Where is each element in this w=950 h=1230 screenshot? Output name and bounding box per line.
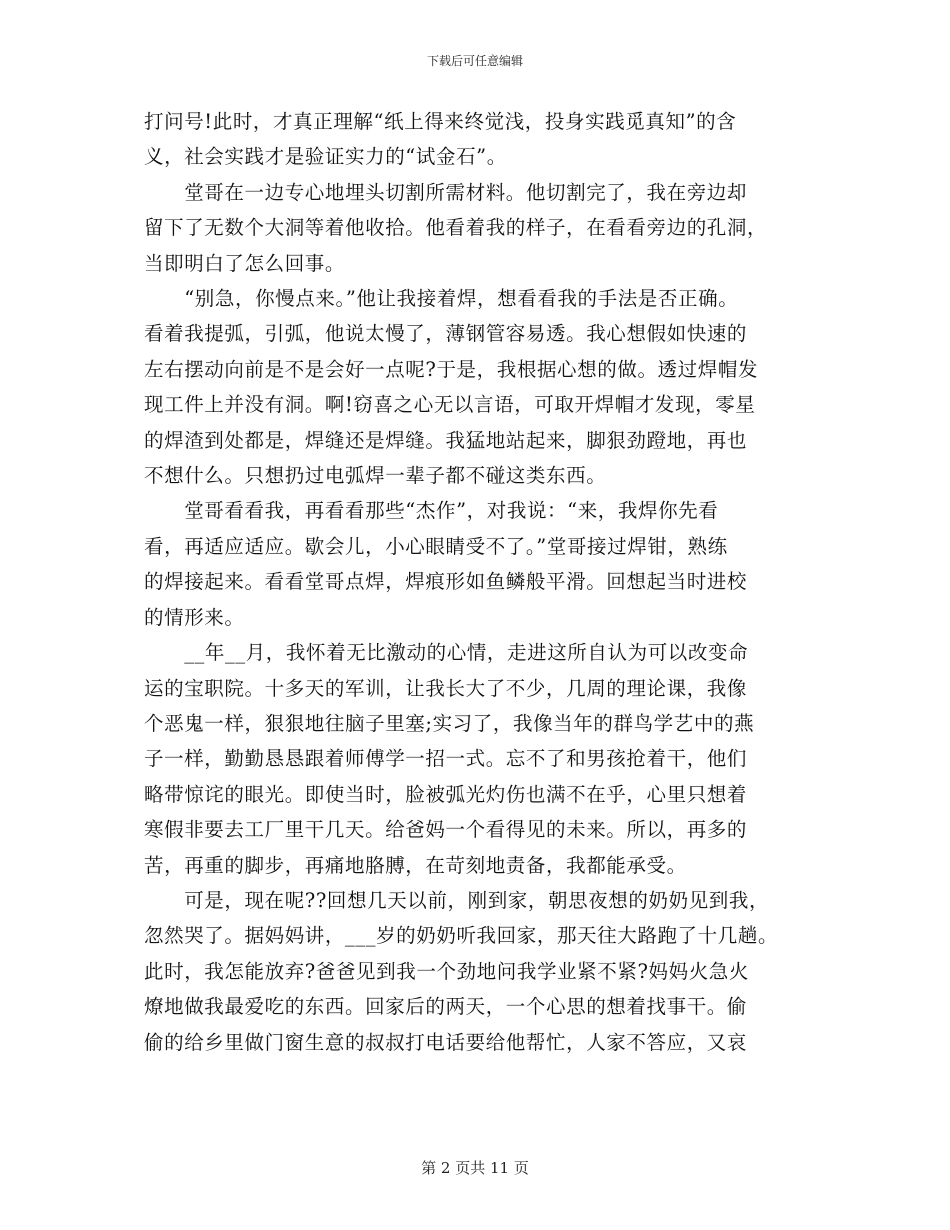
text-line: 看着我提弧，引弧，他说太慢了，薄钢管容易透。我心想假如快速的 bbox=[144, 322, 748, 346]
text-line: 子一样，勤勤恳恳跟着师傅学一招一式。忘不了和男孩抢着干，他们 bbox=[144, 747, 748, 771]
text-line: 此时，我怎能放弃?爸爸见到我一个劲地问我学业紧不紧?妈妈火急火 bbox=[144, 959, 750, 983]
text-line: 堂哥在一边专心地埋头切割所需材料。他切割完了，我在旁边却 bbox=[144, 180, 748, 204]
text-line: 偷的给乡里做门窗生意的叔叔打电话要给他帮忙，人家不答应，又哀 bbox=[144, 1030, 748, 1054]
text-line: 留下了无数个大洞等着他收拾。他看着我的样子，在看看旁边的孔洞， bbox=[144, 216, 768, 240]
text-line: 当即明白了怎么回事。 bbox=[144, 251, 346, 275]
text-line: “别急，你慢点来。”他让我接着焊，想看看我的手法是否正确。 bbox=[144, 287, 739, 311]
text-line: 的焊接起来。看看堂哥点焊，焊痕形如鱼鳞般平滑。回想起当时进校 bbox=[144, 570, 748, 594]
text-line: 的情形来。 bbox=[144, 605, 245, 629]
text-line: 可是，现在呢??回想几天以前，刚到家，朝思夜想的奶奶见到我， bbox=[144, 888, 770, 912]
text-line: 现工件上并没有洞。啊!窃喜之心无以言语，可取开焊帽才发现，零星 bbox=[144, 393, 756, 417]
text-line: 个恶鬼一样，狠狠地往脑子里塞;实习了，我像当年的群鸟学艺中的燕 bbox=[144, 711, 755, 735]
text-line: 不想什么。只想扔过电弧焊一辈子都不碰这类东西。 bbox=[144, 464, 607, 488]
text-line: 略带惊诧的眼光。即使当时，脸被弧光灼伤也满不在乎，心里只想着 bbox=[144, 782, 748, 806]
text-line: 义，社会实践才是验证实力的“试金石”。 bbox=[144, 145, 507, 169]
text-line: __年__月，我怀着无比激动的心情，走进这所自认为可以改变命 bbox=[144, 641, 749, 665]
text-line: 寒假非要去工厂里干几天。给爸妈一个看得见的未来。所以，再多的 bbox=[144, 818, 748, 842]
text-line: 忽然哭了。据妈妈讲，___岁的奶奶听我回家，那天往大路跑了十几趟。 bbox=[144, 924, 779, 948]
text-line: 的焊渣到处都是，焊缝还是焊缝。我猛地站起来，脚狠劲蹬地，再也 bbox=[144, 428, 748, 452]
page-header: 下载后可任意编辑 bbox=[426, 54, 523, 68]
text-line: 左右摆动向前是不是会好一点呢?于是，我根据心想的做。透过焊帽发 bbox=[144, 357, 759, 381]
page-footer: 第 2 页共 11 页 bbox=[421, 1159, 529, 1177]
text-line: 苦，再重的脚步，再痛地胳膊，在苛刻地责备，我都能承受。 bbox=[144, 853, 687, 877]
text-line: 燎地做我最爱吃的东西。回家后的两天，一个心思的想着找事干。偷 bbox=[144, 995, 748, 1019]
text-line: 打问号!此时，才真正理解“纸上得来终觉浅，投身实践觅真知”的含 bbox=[144, 110, 737, 133]
document-body bbox=[144, 104, 824, 1060]
text-line: 看，再适应适应。歇会儿，小心眼睛受不了。”堂哥接过焊钳，熟练 bbox=[144, 534, 728, 558]
text-line: 堂哥看看我，再看看那些“杰作”，对我说：“来，我焊你先看 bbox=[144, 499, 719, 523]
text-line: 运的宝职院。十多天的军训，让我长大了不少，几周的理论课，我像 bbox=[144, 676, 748, 700]
